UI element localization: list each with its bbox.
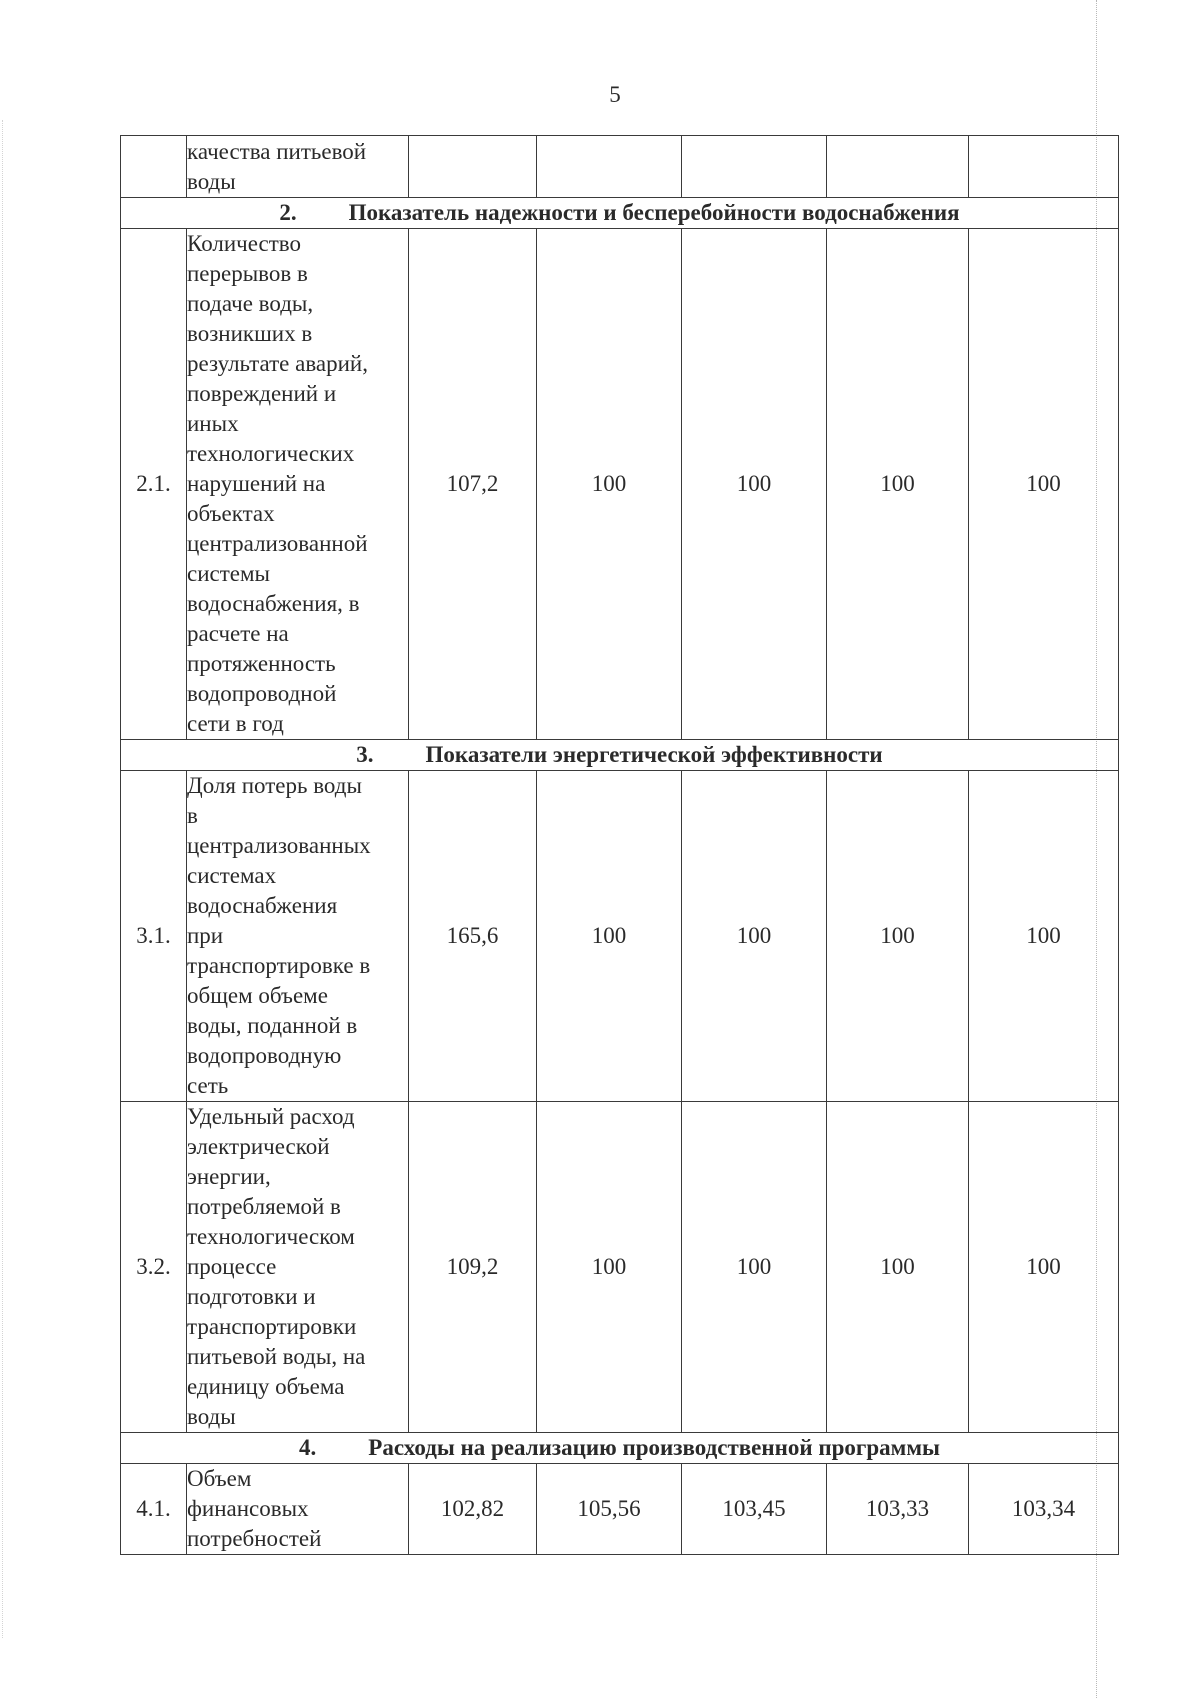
indicator-name-line: иных — [187, 411, 239, 436]
table-row-continued — [121, 136, 1119, 198]
indicator-name-line: протяженность — [187, 651, 336, 676]
value-cell: 107,2 — [409, 229, 537, 740]
indicator-name-line: воды — [187, 168, 236, 194]
scan-edge-left — [2, 120, 3, 1638]
section-header-row — [121, 198, 1119, 229]
indicator-name-line: технологических — [187, 441, 355, 466]
indicator-name-line: энергии, — [187, 1164, 271, 1189]
indicator-name-line: водоснабжения — [187, 893, 338, 918]
value-cell: 100 — [827, 1102, 969, 1433]
indicator-name-line: транспортировке в — [187, 953, 371, 978]
indicator-name-line: объектах — [187, 501, 275, 526]
indicator-name-line: электрической — [187, 1134, 330, 1159]
section-title: Показатель надежности и бесперебойности водоснабжения — [348, 200, 960, 225]
value-cell: 100 — [537, 771, 682, 1102]
indicator-name-line: воды, поданной в — [187, 1013, 358, 1038]
value-cell — [537, 136, 682, 198]
indicator-name-line: системы — [187, 561, 270, 586]
section-header-row — [121, 740, 1119, 771]
row-number-cell: 3.2. — [121, 1102, 187, 1433]
section-title: Показатели энергетической эффективности — [425, 742, 883, 767]
indicator-name-line: водоснабжения, в — [187, 591, 360, 616]
indicator-name-line: технологическом — [187, 1224, 355, 1249]
indicators-table — [120, 135, 1119, 1555]
value-cell: 100 — [969, 229, 1119, 740]
value-cell: 109,2 — [409, 1102, 537, 1433]
value-cell: 102,82 — [409, 1464, 537, 1555]
indicator-name-line: централизованных — [187, 833, 371, 858]
indicator-name-line: процессе — [187, 1254, 277, 1279]
indicator-name-line: питьевой воды, на — [187, 1344, 366, 1369]
indicator-name-line: потребностей — [187, 1526, 322, 1551]
indicator-row — [121, 1102, 1119, 1433]
value-cell: 100 — [682, 771, 827, 1102]
indicator-name-line: результате аварий, — [187, 351, 368, 376]
indicator-row — [121, 1464, 1119, 1555]
value-cell: 100 — [827, 771, 969, 1102]
row-number-cell: 2.1. — [121, 229, 187, 740]
indicator-name-line: подготовки и — [187, 1284, 316, 1309]
indicator-name-line: единицу объема — [187, 1374, 345, 1399]
indicator-name-cell — [187, 1464, 409, 1555]
indicator-name-line: Объем — [187, 1466, 252, 1491]
indicator-name-line: расчете на — [187, 621, 289, 646]
indicator-name-line: подаче воды, — [187, 291, 314, 316]
indicator-name-line: качества питьевой — [187, 138, 367, 164]
value-cell: 100 — [827, 229, 969, 740]
indicator-name-cell — [187, 229, 409, 740]
indicator-name-cell — [187, 771, 409, 1102]
value-cell — [682, 136, 827, 198]
row-number-cell — [121, 136, 187, 198]
indicator-name-line: воды — [187, 1404, 236, 1429]
indicator-name-line: потребляемой в — [187, 1194, 341, 1219]
indicator-name-line: перерывов в — [187, 261, 308, 286]
value-cell: 103,33 — [827, 1464, 969, 1555]
section-header-cell — [121, 198, 1119, 229]
value-cell: 165,6 — [409, 771, 537, 1102]
indicator-name-line: Доля потерь воды — [187, 773, 362, 798]
indicator-name-line: транспортировки — [187, 1314, 357, 1339]
section-header-row — [121, 1433, 1119, 1464]
row-number-cell: 4.1. — [121, 1464, 187, 1555]
indicator-name-line: Удельный расход — [187, 1104, 355, 1129]
indicator-name-cell — [187, 136, 409, 198]
section-header-cell — [121, 740, 1119, 771]
value-cell — [409, 136, 537, 198]
value-cell: 100 — [537, 1102, 682, 1433]
section-number: 2. — [279, 200, 297, 225]
indicator-name-line: общем объеме — [187, 983, 328, 1008]
indicator-name-line: водопроводную — [187, 1043, 342, 1068]
value-cell: 100 — [682, 229, 827, 740]
indicator-name-line: в — [187, 803, 198, 828]
value-cell: 105,56 — [537, 1464, 682, 1555]
section-number: 3. — [356, 742, 374, 767]
indicator-name-line: нарушений на — [187, 471, 326, 496]
indicator-name-cell — [187, 1102, 409, 1433]
value-cell: 103,45 — [682, 1464, 827, 1555]
value-cell — [827, 136, 969, 198]
indicator-row — [121, 771, 1119, 1102]
value-cell: 100 — [969, 1102, 1119, 1433]
value-cell: 100 — [969, 771, 1119, 1102]
indicator-name-line: Количество — [187, 231, 301, 256]
page-number: 5 — [609, 82, 621, 107]
indicator-name-line: финансовых — [187, 1496, 309, 1521]
section-header-cell — [121, 1433, 1119, 1464]
value-cell: 103,34 — [969, 1464, 1119, 1555]
indicator-row — [121, 229, 1119, 740]
indicator-name-line: системах — [187, 863, 277, 888]
section-number: 4. — [299, 1435, 317, 1460]
value-cell: 100 — [537, 229, 682, 740]
indicator-name-line: централизованной — [187, 531, 368, 556]
row-number-cell: 3.1. — [121, 771, 187, 1102]
section-title: Расходы на реализацию производственной программы — [368, 1435, 940, 1460]
value-cell: 100 — [682, 1102, 827, 1433]
indicator-name-line: водопроводной — [187, 681, 337, 706]
indicator-name-line: возникших в — [187, 321, 313, 346]
indicator-name-line: сеть — [187, 1073, 229, 1098]
indicator-name-line: при — [187, 923, 224, 948]
indicator-name-line: сети в год — [187, 711, 284, 736]
indicator-name-line: повреждений и — [187, 381, 337, 406]
value-cell — [969, 136, 1119, 198]
